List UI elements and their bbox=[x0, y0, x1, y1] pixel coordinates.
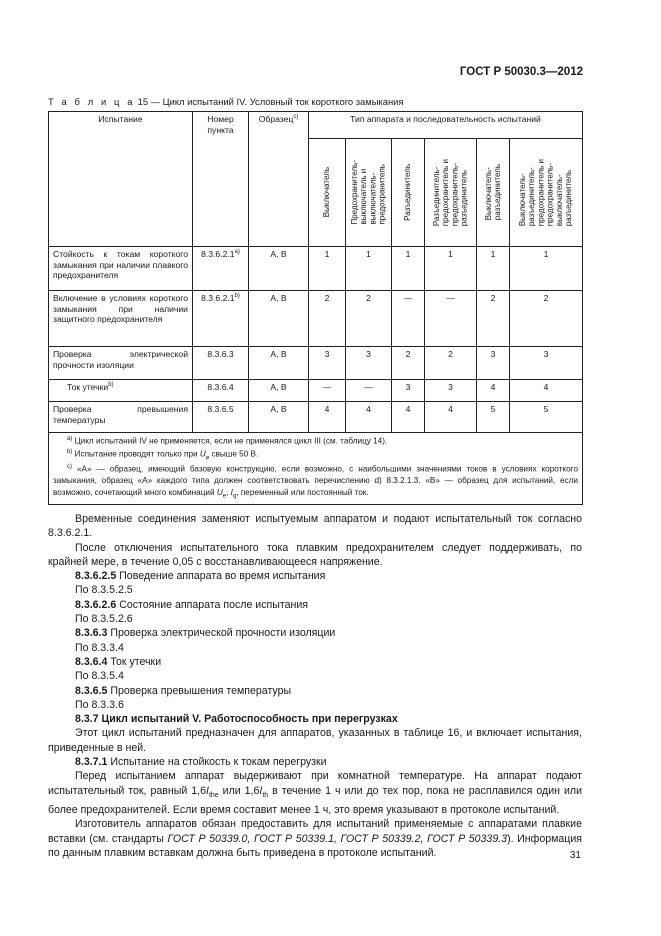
header-item: Номер пункта bbox=[193, 112, 249, 247]
table-row: Проверка электрической прочности изоляции 8.3.6.3 А, В 3 3 2 2 3 3 bbox=[49, 347, 583, 380]
table-row: Стойкость к токам короткого замыкания при наличии плавкого предохранителя $8.3.6.2.1^{а)}$ А, В 1 1 1 1 1 1 bbox=[49, 247, 583, 291]
table-row: Проверка превышения температуры 8.3.6.5 А, В 4 4 4 4 5 5 bbox=[49, 402, 583, 433]
header-device: Предохранитель- выключатель и выключатель- предохранитель bbox=[346, 139, 392, 247]
section-heading: 8.3.7 Цикл испытаний V. Работоспособность при перегрузках bbox=[75, 713, 398, 726]
header-device-group: Тип аппарата и последовательность испытаний bbox=[309, 112, 583, 139]
header-device: Выключатель- разъединитель- предохранитель и предохранитель- выключатель- разъединитель bbox=[510, 139, 583, 247]
table-notes: $^{а)}$ Цикл испытаний IV не применяется, если не применялся цикл III (см. таблицу 14). $^{b)}$ Испытание проводят только при $U_е$ свыше 50 В. $^{c)}$ «А» — образец, имеющий базовую конструкцию, если возможно, с наибольшими значениями токов в условиях короткого замыкания, образец «А» каждого типа должен соответствовать перечислению d) 8.3.2.1.3. «В» — образец для испытаний, если возможно, сочетающий много комбинаций $U_е$, $I_q$, переменный или постоянный ток. bbox=[49, 433, 583, 505]
header-sample: Образец$^{c)}$ bbox=[249, 112, 309, 247]
test-cycle-table bbox=[48, 111, 583, 505]
document-header: ГОСТ Р 50030.3—2012 bbox=[459, 66, 583, 78]
header-device: Разъединитель bbox=[392, 139, 425, 247]
header-test: Испытание bbox=[49, 112, 193, 247]
table-row: Ток утечки$^{b)}$ 8.3.6.4 А, В — — 3 3 4 4 bbox=[49, 380, 583, 402]
page-number: 31 bbox=[569, 850, 581, 861]
header-device: Разъединитель- предохранитель и предохранитель- разъединитель bbox=[425, 139, 477, 247]
table-caption: Т а б л и ц а 15 — Цикл испытаний IV. Условный ток короткого замыкания bbox=[48, 96, 404, 107]
header-device: Выключатель- разъединитель bbox=[477, 139, 510, 247]
table-row: Включение в условиях короткого замыкания при наличии защитного предохранителя 8.3.6.2.1$^{b)}$ А, В 2 2 — — 2 2 bbox=[49, 291, 583, 347]
body-text: Временные соединения заменяют испытуемым аппаратом и подают испытательный ток согласно 8.3.6.2.1. После отключения испытательного тока плавким предохранителем следует поддерживать, по крайней мере, в течение 0,05 с восстанавливающееся напряжение. 8.3.6.2.5 Поведение аппарата во время испытания По 8.3.5.2.5 8.3.6.2.6 Состояние аппарата после испытания По 8.3.5.2.6 8.3.6.3 Проверка электрической прочности изоляции По 8.3.3.4 8.3.6.4 Ток утечки По 8.3.5.4 8.3.6.5 Проверка превышения температуры По 8.3.3.6 8.3.7 Цикл испытаний V. Работоспособность при перегрузках Этот цикл испытаний предназначен для аппаратов, указанных в таблице 16, и включает испытания, приведенные в ней. 8.3.7.1 Испытание на стойкость к токам перегрузки Перед испытанием аппарат выдерживают при комнатной температуре. На аппарат подают испытательный ток, равный $1,6I_{the}$ или $1,6I_{th}$ в течение 1 ч или до тех пор, пока не расплавился один или более предохранителей. Если время составит менее 1 ч, это время указывают в протоколе испытаний. Изготовитель аппаратов обязан предоставить для испытаний применяемые с аппаратами плавкие вставки (см. стандарты ГОСТ Р 50339.0, ГОСТ Р 50339.1, ГОСТ Р 50339.2, ГОСТ Р 50339.3). Информация по данным плавким вставкам должна быть приведена в протоколе испытаний. bbox=[48, 513, 582, 859]
header-device: Выключатель bbox=[309, 139, 346, 247]
